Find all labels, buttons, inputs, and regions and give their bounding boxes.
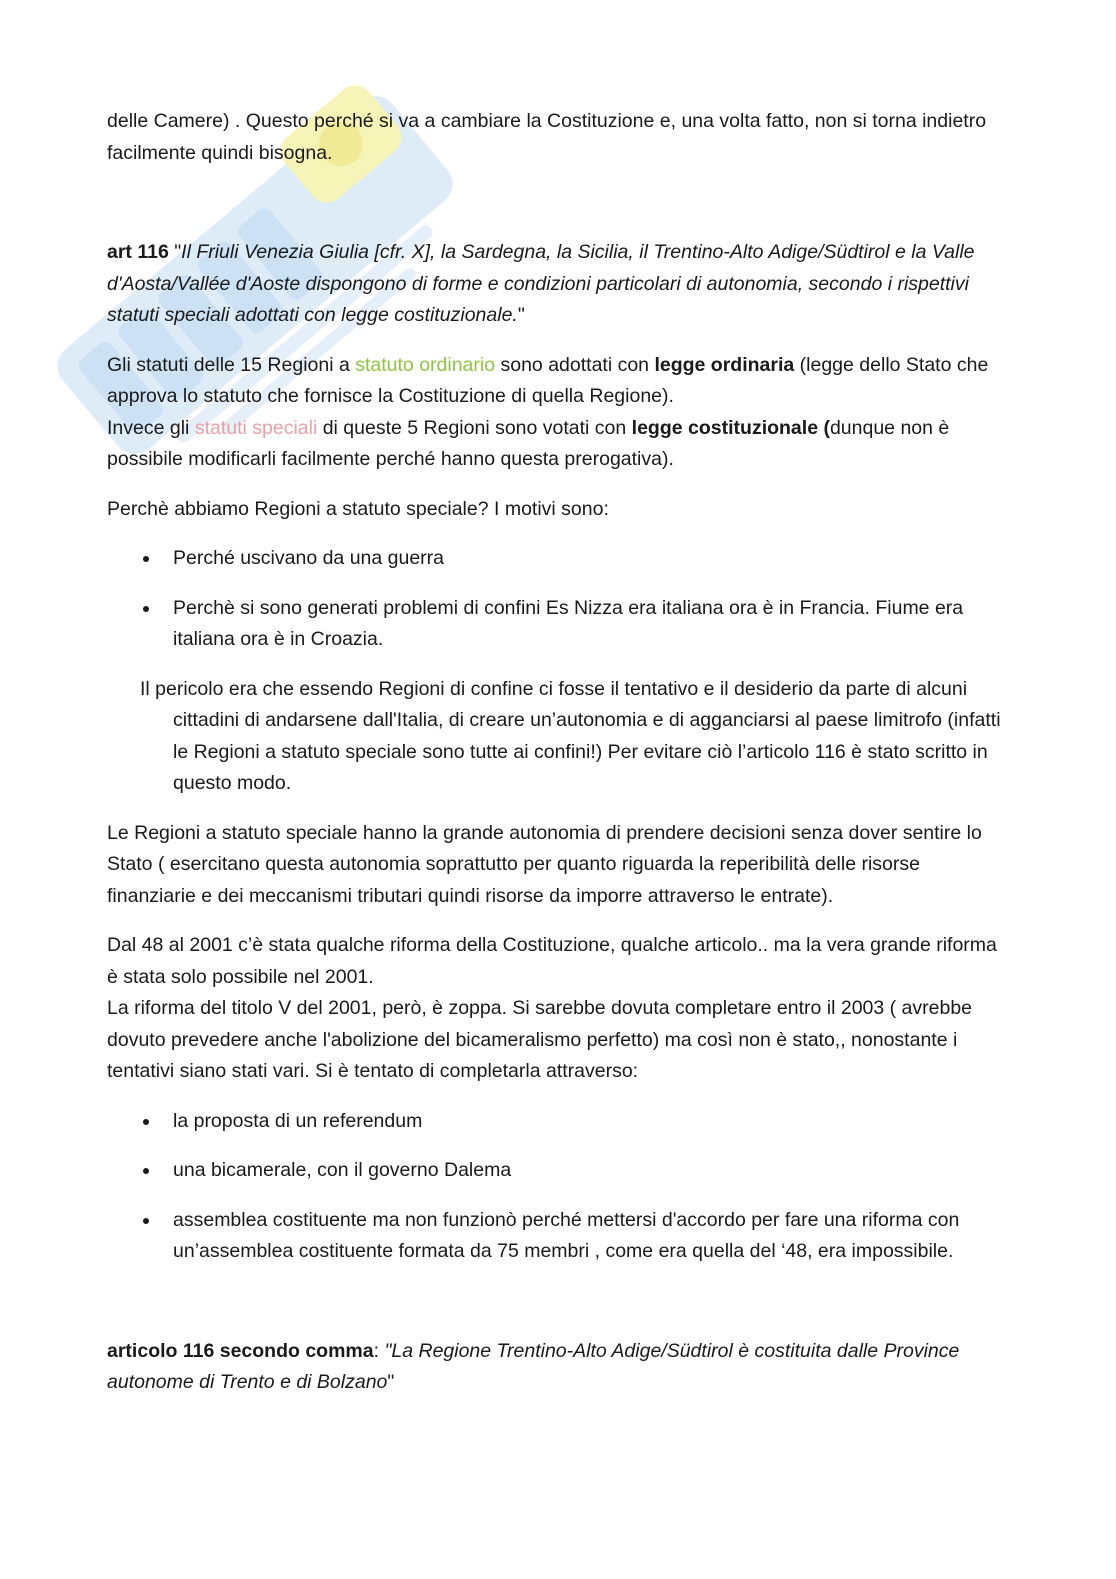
question-regioni-speciali: Perchè abbiamo Regioni a statuto speciale? I motivi sono: [107, 497, 609, 520]
document-body [107, 106, 1007, 1399]
attempts-list [107, 1106, 1007, 1268]
article-116-text: Il Friuli Venezia Giulia [cfr. X], la Sardegna, la Sicilia, il Trentino-Alto Adige/Südtirol e la Valle d'Aosta/Vallée d'Aoste dispongono di forme e condizioni particolari di autonomia, secondo i rispettivi statuti speciali adottati con legge costituzionale. [107, 241, 975, 326]
paragraph-pericolo: Il pericolo era che essendo Regioni di confine ci fosse il tentativo e il desiderio da parte di alcuni cittadini di andarsene dall'Italia, di creare un’autonomia e di agganciarsi al paese limitrofo (infatti le Regioni a statuto speciale sono tutte ai confini!) Per evitare ciò l’articolo 116 è stato scritto in questo modo. [140, 677, 1001, 794]
list-item: Perchè si sono generati problemi di confini Es Nizza era italiana ora è in Francia. Fiume era italiana ora è in Croazia. [107, 593, 1007, 656]
paragraph-camere: delle Camere) . Questo perché si va a cambiare la Costituzione e, una volta fatto, non si torna indietro facilmente quindi bisogna. [107, 110, 987, 164]
term-legge-ordinaria: legge ordinaria [654, 353, 795, 376]
bullet-icon [143, 1168, 149, 1174]
article-116-label: art 116 [107, 241, 169, 263]
bullet-icon [143, 556, 149, 562]
bullet-icon [143, 1119, 149, 1125]
article-116-quote: art 116 "Il Friuli Venezia Giulia [cfr. X], la Sardegna, la Sicilia, il Trentino-Alto Adige/Südtirol e la Valle d'Aosta/Vallée d'Aoste dispongono di forme e condizioni particolari di autonomia, secondo i rispettivi statuti speciali adottati con legge costituzionale." [107, 241, 975, 326]
paragraph-statuti: Gli statuti delle 15 Regioni a statuto ordinario sono adottati con legge ordinaria (legge dello Stato che approva lo statuto che fornisce la Costituzione di quella Regione). Invece gli statuti speciali di queste 5 Regioni sono votati con legge costituzionale (dunque non è possibile modificarli facilmente perché hanno questa prerogativa). [107, 353, 989, 470]
article-116-second-comma: articolo 116 secondo comma: "La Regione Trentino-Alto Adige/Südtirol è costituita dalle Province autonome di Trento e di Bolzano" [107, 1339, 960, 1393]
list-item: assemblea costituente ma non funzionò perché mettersi d'accordo per fare una riforma con un’assemblea costituente formata da 75 membri , come era quella del ‘48, era impossibile. [107, 1205, 1007, 1268]
paragraph-autonomia: Le Regioni a statuto speciale hanno la grande autonomia di prendere decisioni senza dover sentire lo Stato ( esercitano questa autonomia soprattutto per quanto riguarda la reperibilità delle risorse finanziarie e dei meccanismi tributari quindi risorse da imporre attraverso le entrate). [107, 821, 982, 907]
highlight-statuti-speciali: statuti speciali [194, 416, 318, 439]
list-item: una bicamerale, con il governo Dalema [107, 1155, 1007, 1187]
paragraph-riforma: Dal 48 al 2001 c’è stata qualche riforma della Costituzione, qualche articolo.. ma la vera grande riforma è stata solo possibile nel 2001. La riforma del titolo V del 2001, però, è zoppa. Si sarebbe dovuta completare entro il 2003 ( avrebbe dovuto prevedere anche l'abolizione del bicameralismo perfetto) ma così non è stato,, nonostante i tentativi siano stati vari. Si è tentato di completarla attraverso: [107, 934, 997, 1082]
term-legge-costituzionale: legge costituzionale ( [631, 416, 830, 439]
bullet-icon [143, 1218, 149, 1224]
comma-quote: "La Regione Trentino-Alto Adige/Südtirol è costituita dalle Province autonome di Trento e di Bolzano [107, 1339, 960, 1393]
list-item: la proposta di un referendum [107, 1106, 1007, 1138]
comma-label: articolo 116 secondo comma [107, 1339, 374, 1362]
bullet-icon [143, 606, 149, 612]
highlight-statuto-ordinario: statuto ordinario [355, 353, 496, 376]
reasons-list [107, 543, 1007, 656]
list-item: Perché uscivano da una guerra [107, 543, 1007, 575]
